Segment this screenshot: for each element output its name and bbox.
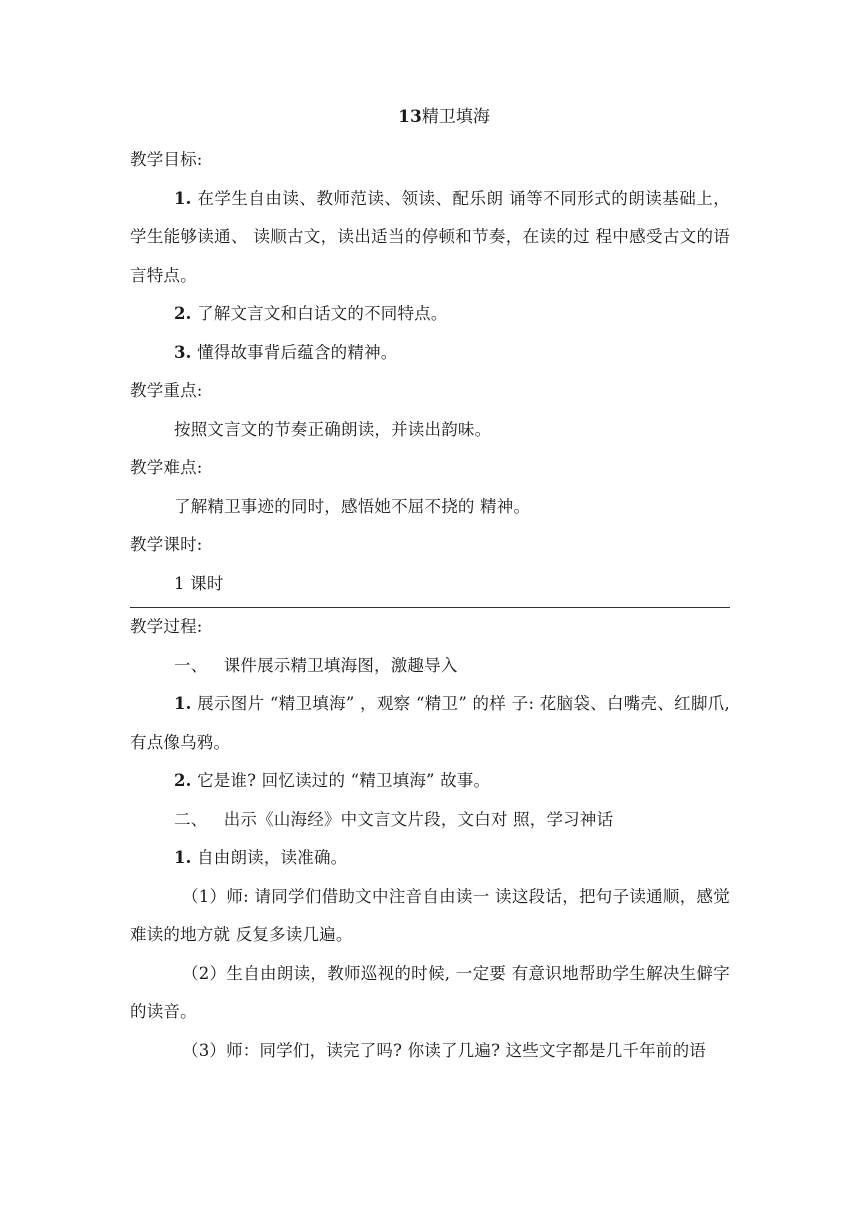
- item-number: 2.: [174, 771, 192, 790]
- hours-heading: 教学课时:: [130, 535, 203, 554]
- item-text: 展示图片 “精卫填海” ，观察 “精卫” 的样 子: 花脑袋、白嘴壳、红脚爪, 有点像乌鸦。: [130, 694, 736, 752]
- section-2-item-1: [130, 839, 730, 878]
- objective-text: 了解文言文和白话文的不同特点。: [191, 304, 448, 323]
- objective-item-1: [130, 180, 730, 296]
- difficulty-text: 了解精卫事迹的同时，感悟她不屈不挠的 精神。: [174, 496, 531, 516]
- section-2-subitem-1: （1）师: 请同学们借助文中注音自由读一 读这段话，把句子读通顺，感觉难读的地方就 反复多读几遍。: [130, 886, 730, 944]
- item-number: 1.: [174, 848, 192, 867]
- item-text: 自由朗读，读准确。: [191, 848, 348, 867]
- hours-text: 1 课时: [174, 573, 224, 593]
- process-heading: 教学过程:: [130, 617, 203, 636]
- section-1-item-2: [130, 762, 730, 801]
- objective-number: 1.: [174, 188, 192, 208]
- objective-number: 2.: [174, 304, 192, 323]
- title-number: 13: [398, 107, 422, 127]
- objectives-heading: 教学目标:: [130, 150, 203, 169]
- key-point-heading: 教学重点:: [130, 381, 203, 400]
- item-text: 它是谁? 回忆读过的 “精卫填海” 故事。: [191, 771, 491, 790]
- objective-item-2: [130, 295, 730, 334]
- section-2-title: 二、 出示《山海经》中文言文片段，文白对 照，学习神话: [174, 809, 614, 829]
- section-2-subitem-2: （2）生自由朗读，教师巡视的时候, 一定要 有意识地帮助学生解决生僻字的读音。: [130, 963, 730, 1021]
- section-2-subitem-3: （3）师：同学们，读完了吗? 你读了几遍? 这些文字都是几千年前的语: [182, 1040, 706, 1060]
- objective-text: 在学生自由读、教师范读、领读、配乐朗 诵等不同形式的朗读基础上，学生能够读通、 读顺古文，读出适当的停顿和节奏，在读的过 程中感受古文的语言特点。: [130, 188, 730, 285]
- objective-number: 3.: [174, 342, 192, 362]
- section-1-title: 一、 课件展示精卫填海图，激趣导入: [174, 655, 458, 675]
- item-number: 1.: [174, 694, 192, 713]
- title-text: 精卫填海: [421, 107, 490, 127]
- section-1-item-1: [130, 685, 736, 762]
- document-title: [130, 103, 730, 131]
- objective-item-3: [130, 334, 730, 373]
- key-point-text: 按照文言文的节奏正确朗读，并读出韵味。: [174, 419, 492, 439]
- objective-text: 懂得故事背后蕴含的精神。: [191, 342, 398, 362]
- difficulty-heading: 教学难点:: [130, 458, 203, 477]
